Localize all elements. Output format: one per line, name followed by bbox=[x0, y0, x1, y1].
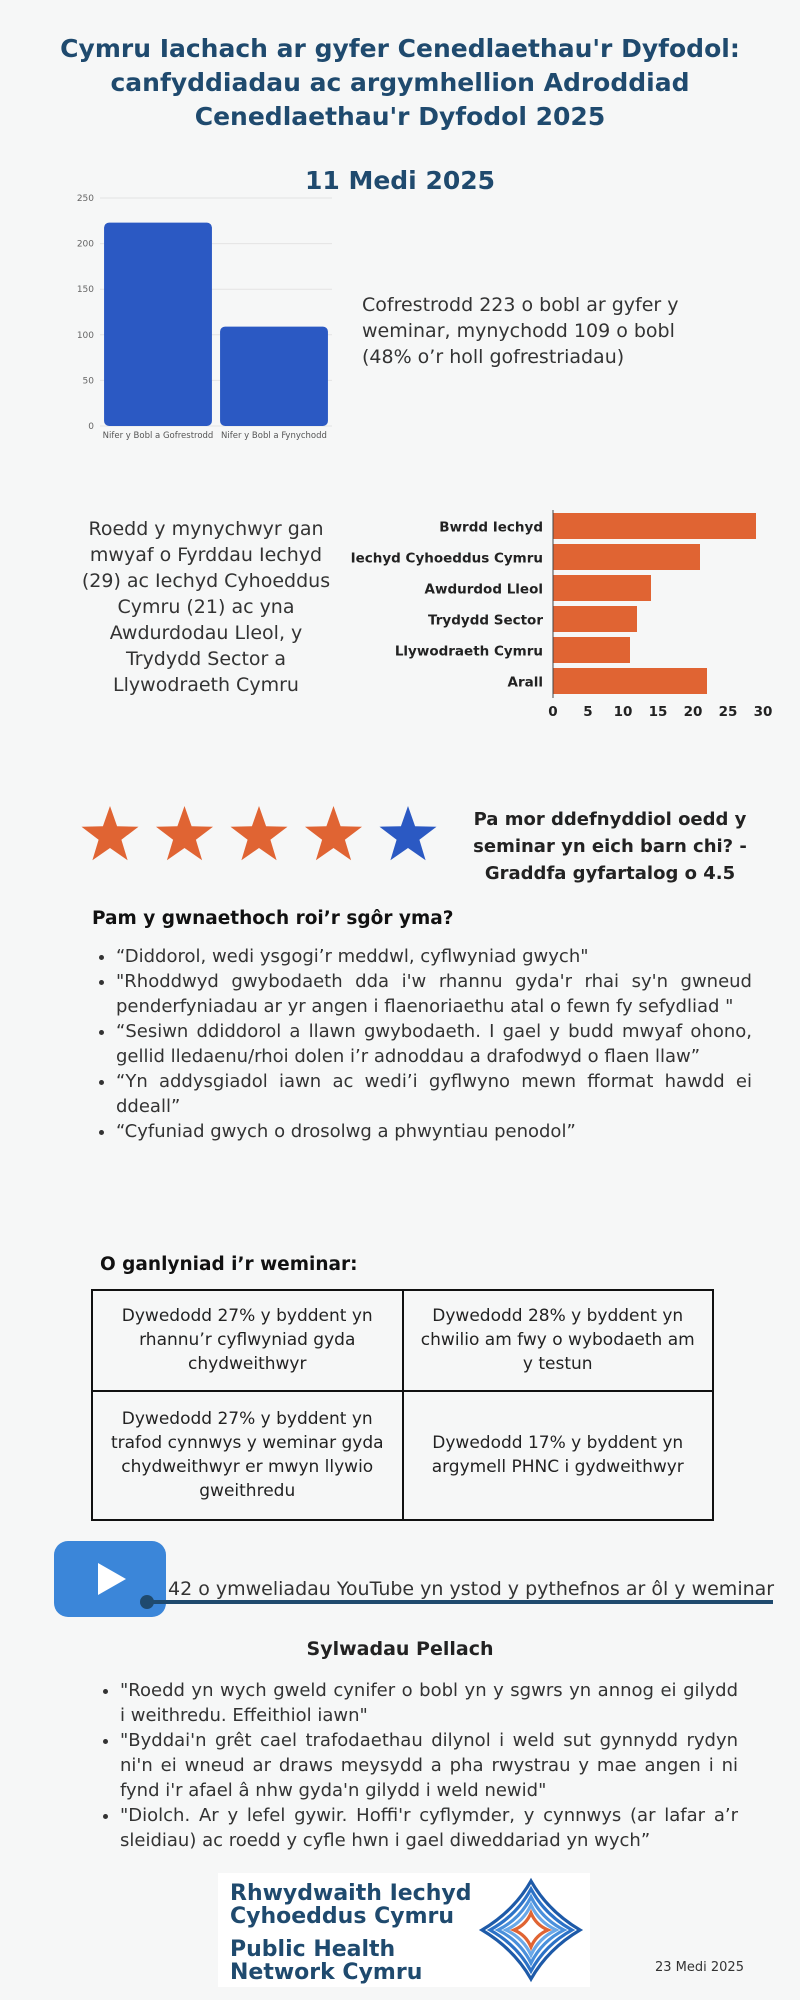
star-icon bbox=[380, 806, 437, 860]
list-item: • "Byddai'n grêt cael trafodaethau dilynol i weld sut gynnydd rydyn ni'n ei wneud ar draws meysydd a pha rwystrau y mae angen i ni fynd i'r afael â nhw gyda'n gilydd i weld newid" bbox=[120, 1728, 738, 1803]
x-tick-label: 20 bbox=[683, 704, 703, 720]
category-label: Llywodraeth Cymru bbox=[394, 643, 543, 660]
list-item: • "Diolch. Ar y lefel gywir. Hoffi'r cyflymder, y cynnwys (ar lafar a’r sleidiau) ac roedd y cyfle hwn i gael diweddariad yn wych” bbox=[120, 1803, 738, 1853]
results-cell: Dywedodd 28% y byddent yn chwilio am fwy o wybodaeth am y testun bbox=[403, 1290, 714, 1391]
logo-line: Rhwydwaith Iechyd bbox=[230, 1881, 472, 1906]
x-tick-label: 10 bbox=[613, 704, 633, 720]
star-icon bbox=[231, 806, 288, 860]
list-item: • "Roedd yn wych gweld cynifer o bobl yn y sgwrs yn annog ei gilydd i weithredu. Effeithiol iawn" bbox=[120, 1678, 738, 1728]
reasons-heading: Pam y gwnaethoch roi’r sgôr yma? bbox=[92, 908, 454, 929]
y-tick-label: 100 bbox=[76, 330, 94, 341]
y-tick-label: 0 bbox=[88, 422, 94, 432]
logo-line: Public Health bbox=[230, 1937, 396, 1962]
logo-line: Cyhoeddus Cymru bbox=[230, 1904, 455, 1929]
reasons-list bbox=[98, 944, 752, 1144]
attendance-summary: Cofrestrodd 223 o bobl ar gyfer y weminar, mynychodd 109 o bobl (48% o’r holl gofrestriadau) bbox=[362, 294, 679, 368]
x-tick-label: 15 bbox=[648, 704, 668, 720]
category-label: Arall bbox=[507, 674, 543, 691]
results-cell: Dywedodd 27% y byddent yn trafod cynnwys y weminar gyda chydweithwyr er mwyn llywio gweithredu bbox=[92, 1391, 403, 1520]
line-dot bbox=[140, 1595, 154, 1609]
x-tick-label: 5 bbox=[583, 704, 593, 720]
y-tick-label: 150 bbox=[76, 285, 94, 296]
results-cell: Dywedodd 27% y byddent yn rhannu’r cyflwyniad gyda chydweithwyr bbox=[92, 1290, 403, 1391]
x-tick-label: Nifer y Bobl a Fynychodd bbox=[221, 431, 327, 441]
y-tick-label: 250 bbox=[76, 194, 94, 204]
logo bbox=[218, 1873, 590, 1987]
divider-line bbox=[143, 1600, 773, 1604]
list-item: • “Diddorol, wedi ysgogi’r meddwl, cyflwyniad gwych" bbox=[116, 944, 752, 969]
bar bbox=[220, 327, 328, 426]
star-icon bbox=[305, 806, 362, 860]
attendance-bar-chart bbox=[70, 192, 340, 444]
list-item: • "Rhoddwyd gwybodaeth dda i'w rhannu gyda'r rhai sy'n gwneud penderfyniadau ar yr angen i flaenoriaethu atal o fewn fy sefydliad " bbox=[116, 969, 752, 1019]
logo-mark-icon bbox=[476, 1875, 586, 1985]
rating-stars bbox=[74, 800, 444, 868]
bar bbox=[553, 544, 700, 570]
category-label: Bwrdd Iechyd bbox=[439, 519, 543, 536]
footer-date: 23 Medi 2025 bbox=[655, 1960, 744, 1975]
list-item: • “Yn addysgiadol iawn ac wedi’i gyflwyno mewn fformat hawdd ei ddeall” bbox=[116, 1069, 752, 1119]
list-item: • “Cyfuniad gwych o drosolwg a phwyntiau penodol” bbox=[116, 1119, 752, 1144]
category-label: Awdurdod Lleol bbox=[424, 581, 543, 598]
x-tick-label: Nifer y Bobl a Gofrestrodd bbox=[102, 431, 214, 441]
comments-heading: Sylwadau Pellach bbox=[306, 1638, 494, 1660]
sector-summary: Roedd y mynychwyr gan mwyaf o Fyrddau Iechyd (29) ac Iechyd Cyhoeddus Cymru (21) ac yna Awdurdodau Lleol, y Trydydd Sector a Llywodraeth Cymru bbox=[81, 518, 331, 696]
page-title: Cymru Iachach ar gyfer Cenedlaethau'r Dyfodol: canfyddiadau ac argymhellion Adroddiad Cenedlaethau'r Dyfodol 2025 bbox=[60, 34, 740, 131]
star-icon bbox=[82, 806, 139, 860]
x-tick-label: 25 bbox=[718, 704, 738, 720]
event-date: 11 Medi 2025 bbox=[304, 166, 496, 195]
y-tick-label: 50 bbox=[82, 376, 94, 387]
list-item: • “Sesiwn ddiddorol a llawn gwybodaeth. I gael y budd mwyaf ohono, gellid lledaenu/rhoi dolen i’r adnoddau a drafodwyd o flaen llaw” bbox=[116, 1019, 752, 1069]
sector-bar-chart bbox=[340, 510, 780, 732]
bar bbox=[553, 606, 637, 632]
logo-line: Network Cymru bbox=[230, 1960, 423, 1985]
bar bbox=[553, 637, 630, 663]
category-label: Iechyd Cyhoeddus Cymru bbox=[350, 550, 543, 567]
bar bbox=[553, 668, 707, 694]
y-tick-label: 200 bbox=[76, 239, 94, 250]
rating-question: Pa mor ddefnyddiol oedd y seminar yn eich barn chi? - Graddfa gyfartalog o 4.5 bbox=[473, 809, 747, 884]
x-tick-label: 0 bbox=[548, 704, 558, 720]
x-tick-label: 30 bbox=[753, 704, 773, 720]
results-table bbox=[91, 1289, 714, 1521]
category-label: Trydydd Sector bbox=[428, 612, 543, 629]
bar bbox=[553, 513, 756, 539]
results-heading: O ganlyniad i’r weminar: bbox=[100, 1254, 358, 1275]
results-cell: Dywedodd 17% y byddent yn argymell PHNC i gydweithwyr bbox=[403, 1391, 714, 1520]
youtube-views: 42 o ymweliadau YouTube yn ystod y pythefnos ar ôl y weminar bbox=[168, 1578, 775, 1600]
comments-list bbox=[102, 1678, 738, 1853]
bar bbox=[553, 575, 651, 601]
bar bbox=[104, 223, 212, 426]
star-icon bbox=[156, 806, 213, 860]
